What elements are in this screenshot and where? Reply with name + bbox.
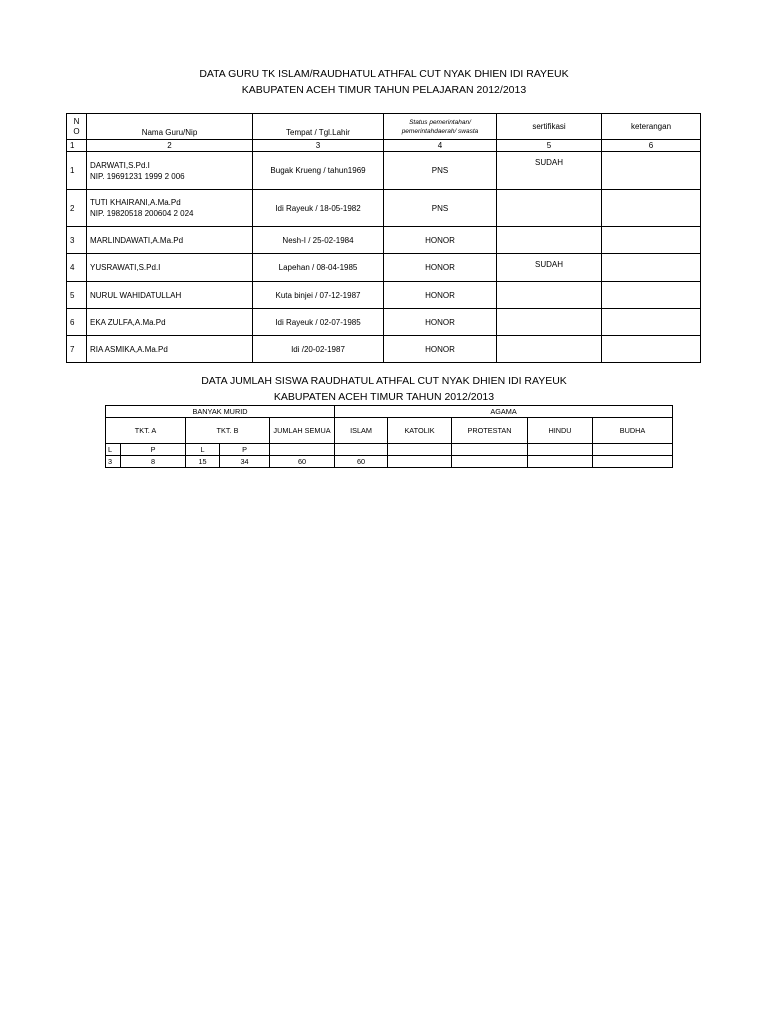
column-number: 1 <box>67 140 87 152</box>
student-group-header-row <box>106 406 673 418</box>
teacher-sertifikasi <box>497 227 602 254</box>
student-subheader-row <box>106 418 673 444</box>
teacher-tempat: Idi /20-02-1987 <box>253 336 384 363</box>
teacher-title-line2: KABUPATEN ACEH TIMUR TAHUN PELAJARAN 2012/2013 <box>241 84 527 96</box>
header-jumlah-semua: JUMLAH SEMUA <box>270 418 335 444</box>
value-protestan <box>452 456 528 468</box>
teacher-title-line1: DATA GURU TK ISLAM/RAUDHATUL ATHFAL CUT NYAK DHIEN IDI RAYEUK <box>199 68 569 80</box>
header-l-a: L <box>106 444 121 456</box>
teacher-name: TUTI KHAIRANI,A.Ma.Pd <box>90 198 181 207</box>
teacher-row <box>67 309 701 336</box>
teacher-status: HONOR <box>384 254 497 282</box>
column-number: 3 <box>253 140 384 152</box>
teacher-row <box>67 336 701 363</box>
teacher-status: HONOR <box>384 309 497 336</box>
teacher-tempat: Lapehan / 08-04-1985 <box>253 254 384 282</box>
value-tkt-b-p: 34 <box>220 456 270 468</box>
student-table <box>105 405 673 468</box>
empty-cell <box>528 444 593 456</box>
value-katolik <box>388 456 452 468</box>
teacher-nip: NIP. 19691231 1999 2 006 <box>90 171 185 181</box>
header-tkt-a: TKT. A <box>106 418 186 444</box>
column-number: 5 <box>497 140 602 152</box>
teacher-name: EKA ZULFA,A.Ma.Pd <box>90 317 166 327</box>
teacher-nama <box>87 152 253 190</box>
teacher-sertifikasi <box>497 190 602 227</box>
teacher-keterangan <box>602 227 701 254</box>
teacher-row <box>67 152 701 190</box>
teacher-nama <box>87 227 253 254</box>
value-tkt-a-l: 3 <box>106 456 121 468</box>
column-number: 6 <box>602 140 701 152</box>
teacher-keterangan <box>602 336 701 363</box>
header-status: Status pemerintahan/ pemerintahdaerah/ swasta <box>384 114 497 140</box>
teacher-table-title <box>0 66 768 98</box>
header-protestan: PROTESTAN <box>452 418 528 444</box>
value-hindu <box>528 456 593 468</box>
student-gender-row <box>106 444 673 456</box>
empty-cell <box>388 444 452 456</box>
teacher-tempat: Bugak Krueng / tahun1969 <box>253 152 384 190</box>
teacher-nama <box>87 336 253 363</box>
teacher-no: 3 <box>67 227 87 254</box>
teacher-sertifikasi <box>497 309 602 336</box>
empty-cell <box>335 444 388 456</box>
teacher-keterangan <box>602 282 701 309</box>
teacher-sertifikasi: SUDAH <box>497 152 602 190</box>
teacher-nama <box>87 254 253 282</box>
teacher-header-row <box>67 114 701 140</box>
empty-cell <box>593 444 673 456</box>
teacher-row <box>67 254 701 282</box>
header-keterangan: keterangan <box>602 114 701 140</box>
teacher-nip: NIP. 19820518 200604 2 024 <box>90 209 194 218</box>
header-nama: Nama Guru/Nip <box>87 114 253 140</box>
teacher-name: RIA ASMIKA,A.Ma.Pd <box>90 344 168 354</box>
teacher-name: NURUL WAHIDATULLAH <box>90 290 182 300</box>
header-tempat: Tempat / Tgl.Lahir <box>253 114 384 140</box>
teacher-sertifikasi <box>497 336 602 363</box>
value-budha <box>593 456 673 468</box>
column-number-row <box>67 140 701 152</box>
value-jumlah: 60 <box>270 456 335 468</box>
teacher-table <box>66 113 701 363</box>
teacher-name: YUSRAWATI,S.Pd.I <box>90 263 161 272</box>
student-table-title <box>0 373 768 405</box>
teacher-row <box>67 282 701 309</box>
teacher-tempat: Kuta binjei / 07-12-1987 <box>253 282 384 309</box>
teacher-status: PNS <box>384 152 497 190</box>
teacher-sertifikasi <box>497 282 602 309</box>
header-p-b: P <box>220 444 270 456</box>
header-sertifikasi: sertifikasi <box>497 114 602 140</box>
teacher-no: 6 <box>67 309 87 336</box>
teacher-name: MARLINDAWATI,A.Ma.Pd <box>90 235 184 245</box>
header-hindu: HINDU <box>528 418 593 444</box>
empty-cell <box>452 444 528 456</box>
student-title-line2: KABUPATEN ACEH TIMUR TAHUN 2012/2013 <box>273 391 495 403</box>
teacher-sertifikasi: SUDAH <box>497 254 602 282</box>
teacher-status: PNS <box>384 190 497 227</box>
header-no: N O <box>67 114 87 140</box>
value-islam: 60 <box>335 456 388 468</box>
teacher-name: DARWATI,S.Pd.I <box>90 160 150 170</box>
value-tkt-a-p: 8 <box>121 456 186 468</box>
header-budha: BUDHA <box>593 418 673 444</box>
teacher-keterangan <box>602 254 701 282</box>
header-agama: AGAMA <box>335 406 673 418</box>
header-l-b: L <box>186 444 220 456</box>
header-tkt-b: TKT. B <box>186 418 270 444</box>
teacher-tempat: Nesh-I / 25-02-1984 <box>253 227 384 254</box>
column-number: 4 <box>384 140 497 152</box>
teacher-status: HONOR <box>384 227 497 254</box>
teacher-tempat: Idi Rayeuk / 18-05-1982 <box>253 190 384 227</box>
teacher-nama <box>87 309 253 336</box>
teacher-row <box>67 227 701 254</box>
teacher-status: HONOR <box>384 282 497 309</box>
header-islam: ISLAM <box>335 418 388 444</box>
value-tkt-b-l: 15 <box>186 456 220 468</box>
column-number: 2 <box>87 140 253 152</box>
teacher-status: HONOR <box>384 336 497 363</box>
teacher-keterangan <box>602 152 701 190</box>
student-values-row <box>106 456 673 468</box>
teacher-no: 2 <box>67 190 87 227</box>
empty-cell <box>270 444 335 456</box>
header-p-a: P <box>121 444 186 456</box>
teacher-no: 4 <box>67 254 87 282</box>
teacher-no: 5 <box>67 282 87 309</box>
teacher-no: 7 <box>67 336 87 363</box>
teacher-tempat: Idi Rayeuk / 02-07-1985 <box>253 309 384 336</box>
teacher-nama <box>87 190 253 227</box>
header-banyak-murid: BANYAK MURID <box>106 406 335 418</box>
teacher-no: 1 <box>67 152 87 190</box>
student-title-line1: DATA JUMLAH SISWA RAUDHATUL ATHFAL CUT NYAK DHIEN IDI RAYEUK <box>201 375 567 387</box>
header-katolik: KATOLIK <box>388 418 452 444</box>
teacher-row <box>67 190 701 227</box>
teacher-keterangan <box>602 309 701 336</box>
teacher-nama <box>87 282 253 309</box>
teacher-keterangan <box>602 190 701 227</box>
